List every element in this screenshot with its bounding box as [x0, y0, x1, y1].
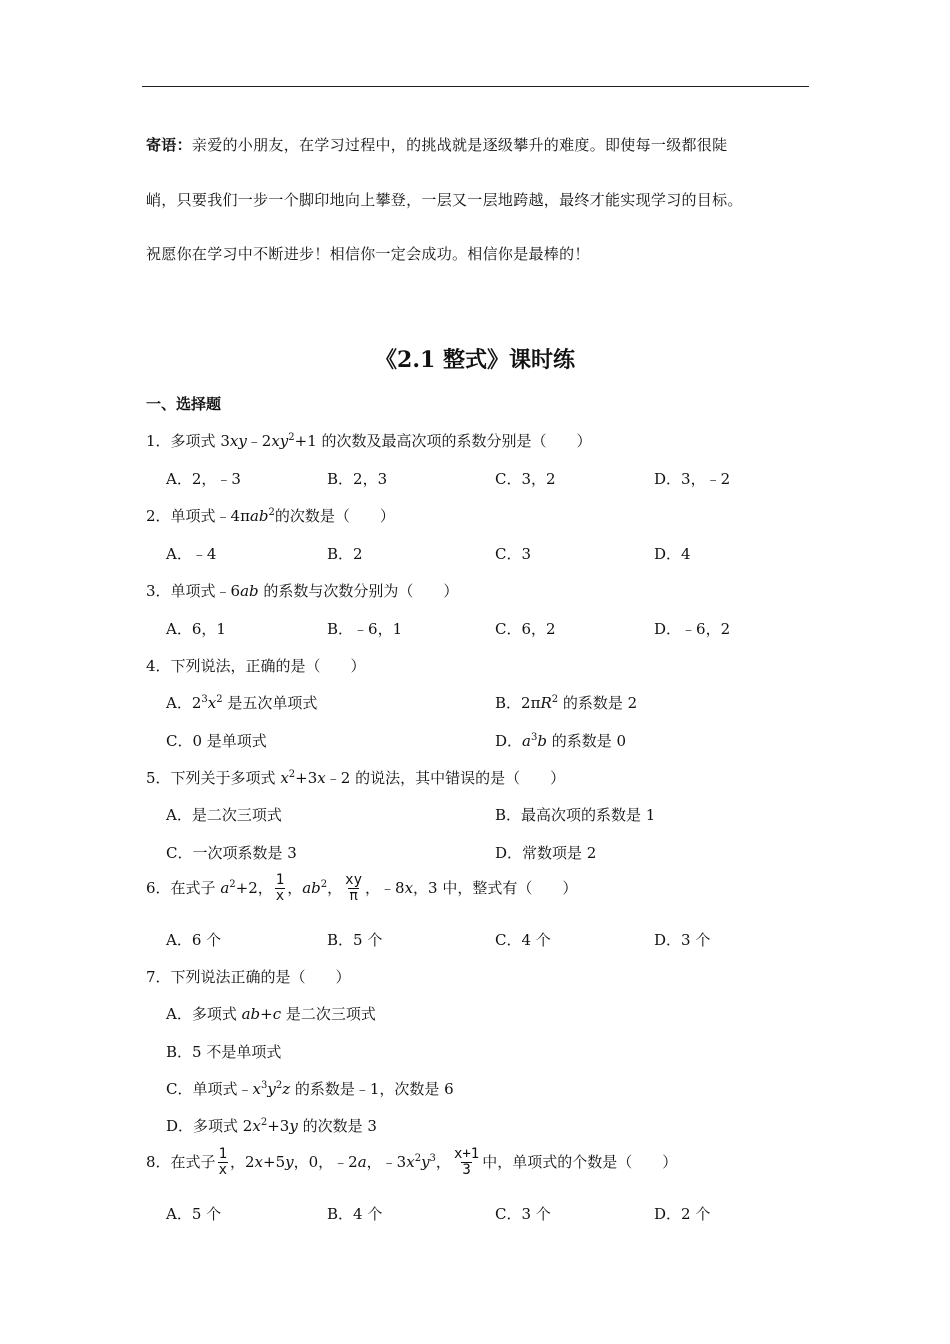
question-7-option-b: B．5 不是单项式: [166, 1043, 282, 1061]
question-3-option-d: D．﹣6，2: [654, 620, 731, 638]
question-2: 2．单项式﹣4πab$^2$的次数是（ ）: [146, 507, 395, 525]
question-2-option-a: A．﹣4: [166, 545, 217, 563]
question-6-option-b: B．5 个: [327, 931, 383, 949]
question-4-option-b: B．$2\pi R^2$ 的系数是 2: [495, 694, 638, 712]
fraction-x-plus-1-over-3: $\frac{x+1}{3}$: [453, 1146, 480, 1179]
question-2-option-d: D．4: [654, 545, 691, 563]
question-4-option-a: A．$2^3x^2$ 是五次单项式: [166, 694, 318, 712]
preface-label: 寄语：: [146, 136, 192, 154]
fraction-1-over-x: $\frac{1}{x}$: [218, 1146, 227, 1179]
question-1-option-c: C．3，2: [495, 470, 556, 488]
question-5-option-d: D．常数项是 2: [495, 844, 597, 862]
question-1: 1．多项式 $3xy﹣2xy^2+1$ 的次数及最高次项的系数分别是（ ）: [146, 432, 592, 450]
question-4-option-d: D．$a^3b$ 的系数是 0: [495, 732, 627, 750]
question-2-option-c: C．3: [495, 545, 532, 563]
question-5-option-a: A．是二次三项式: [166, 806, 282, 824]
question-5-option-c: C．一次项系数是 3: [166, 844, 297, 862]
question-3: 3．单项式﹣6ab 的系数与次数分别为（ ）: [146, 582, 459, 600]
question-6-option-c: C．4 个: [495, 931, 551, 949]
question-3-option-c: C．6，2: [495, 620, 556, 638]
question-8-option-c: C．3 个: [495, 1205, 551, 1223]
question-6: 6．在式子 $a^2+2$， $\frac{1}{x}$ ，$ab^2$， $\frac{xy}{\pi}$ ，﹣8x，3 中，整式有（ ）: [146, 872, 578, 905]
question-7-option-c: C．单项式$﹣x^3y^2z$ 的系数是﹣1，次数是 6: [166, 1080, 454, 1098]
question-8-option-d: D．2 个: [654, 1205, 711, 1223]
question-5-option-b: B．最高次项的系数是 1: [495, 806, 656, 824]
question-1-option-b: B．2，3: [327, 470, 388, 488]
question-4: 4．下列说法，正确的是（ ）: [146, 657, 366, 675]
question-1-option-a: A．2，﹣3: [166, 470, 241, 488]
preface-line-1: 寄语：亲爱的小朋友，在学习过程中，的挑战就是逐级攀升的难度。即使每一级都很陡: [146, 136, 728, 154]
question-3-option-b: B．﹣6，1: [327, 620, 403, 638]
section-heading: 一、选择题: [146, 395, 222, 413]
question-4-option-c: C．0 是单项式: [166, 732, 267, 750]
fraction-xy-over-pi: $\frac{xy}{\pi}$: [345, 872, 363, 905]
fraction-1-over-x: $\frac{1}{x}$: [275, 872, 285, 905]
preface-line-3: 祝愿你在学习中不断进步！相信你一定会成功。相信你是最棒的！: [146, 245, 590, 263]
question-8-option-b: B．4 个: [327, 1205, 383, 1223]
page-title: 《2.1 整式》课时练: [375, 347, 575, 373]
question-1-option-d: D．3，﹣2: [654, 470, 731, 488]
question-3-option-a: A．6，1: [166, 620, 226, 638]
question-8-option-a: A．5 个: [166, 1205, 222, 1223]
question-7-option-d: D．多项式 $2x^2+3y$ 的次数是 3: [166, 1117, 377, 1135]
question-6-option-d: D．3 个: [654, 931, 711, 949]
question-8: 8．在式子 $\frac{1}{x}$ ，2x+5y，0，﹣2a，$﹣3x^2y^3$， $\frac{x+1}{3}$ 中，单项式的个数是（ ）: [146, 1146, 678, 1179]
question-7: 7．下列说法正确的是（ ）: [146, 968, 351, 986]
question-7-option-a: A．多项式 ab+c 是二次三项式: [166, 1005, 376, 1023]
header-rule: [142, 86, 809, 87]
preface-line-2: 峭，只要我们一步一个脚印地向上攀登，一层又一层地跨越，最终才能实现学习的目标。: [146, 191, 743, 209]
question-2-option-b: B．2: [327, 545, 363, 563]
question-6-option-a: A．6 个: [166, 931, 222, 949]
question-5: 5．下列关于多项式 $x^2+3x﹣2$ 的说法，其中错误的是（ ）: [146, 769, 566, 787]
